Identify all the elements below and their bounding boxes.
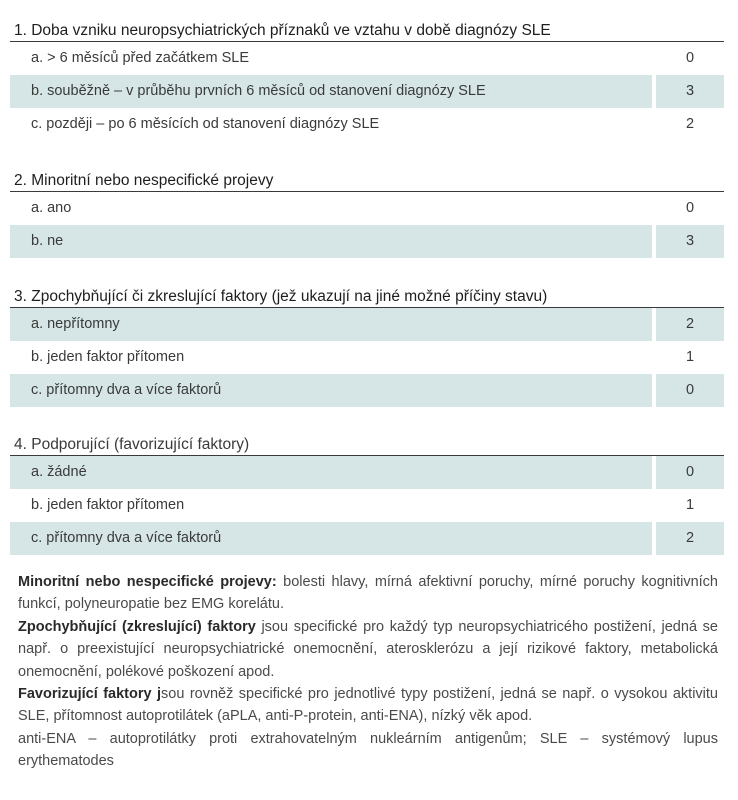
row-label: a. nepřítomny: [10, 308, 652, 341]
row-score: 1: [685, 349, 695, 365]
footnote-abbreviations: [18, 728, 718, 773]
row-score: 3: [656, 75, 724, 108]
table-row: [10, 108, 724, 141]
footnote-favoring: [18, 683, 718, 728]
row-label: a. ano: [31, 200, 72, 216]
row-label: c. přítomny dva a více faktorů: [10, 522, 652, 555]
row-label: b. jeden faktor přítomen: [31, 497, 185, 513]
section-onset-timing: [10, 16, 724, 141]
footnote-term: Favorizující faktory j: [18, 686, 162, 703]
row-score: 2: [656, 308, 724, 341]
row-label: c. přítomny dva a více faktorů: [10, 374, 652, 407]
table-row: [10, 192, 724, 225]
row-score: 2: [656, 522, 724, 555]
section-minor-symptoms: [10, 166, 724, 258]
section-favoring-factors: [10, 430, 724, 555]
footnote-term: Minoritní nebo nespecifické projevy:: [18, 574, 277, 590]
section-title: 1. Doba vzniku neuropsychiatrických příznaků ve vztahu v době diagnózy SLE: [10, 16, 724, 42]
table-row: [10, 75, 724, 108]
row-score: 0: [685, 50, 695, 66]
row-score: 0: [685, 200, 695, 216]
row-label: a. žádné: [10, 456, 652, 489]
table-footnotes: [18, 571, 718, 773]
row-score: 1: [685, 497, 695, 513]
row-score: 0: [656, 374, 724, 407]
footnote-text: jsou specifické pro každý typ neuropsychiatricého postižení, jedná se např. o preexistující neuropsychiatrické onemocnění, aterosklerózu a její rizikové faktory, metabolická onemocnění, polékové poškození apod.: [18, 618, 719, 680]
row-score: 2: [685, 116, 695, 132]
footnote-confounding: [18, 616, 718, 683]
footnote-text: bolesti hlavy, mírná afektivní poruchy, mírné poruchy kognitivních funkcí, polyneuropatie bez EMG korelátu.: [18, 574, 718, 613]
table-row: [10, 522, 724, 555]
section-confounding-factors: [10, 282, 724, 407]
section-title: 4. Podporující (favorizující faktory): [10, 430, 724, 456]
table-row: [10, 42, 724, 75]
section-title: 2. Minoritní nebo nespecifické projevy: [10, 166, 724, 192]
row-label: a. > 6 měsíců před začátkem SLE: [31, 50, 250, 66]
footnote-text: anti-ENA – autoprotilátky proti extrahovatelným nukleárním antigenům; SLE – systémový lupus erythematodes: [18, 730, 718, 770]
table-row: [10, 308, 724, 341]
section-title: 3. Zpochybňující či zkreslující faktory (jež ukazují na jiné možné příčiny stavu): [10, 282, 724, 308]
table-row: [10, 341, 724, 374]
table-row: [10, 374, 724, 407]
table-row: [10, 456, 724, 489]
row-score: 3: [656, 225, 724, 258]
row-label: b. ne: [10, 225, 652, 258]
row-score: 0: [656, 456, 724, 489]
row-label: b. jeden faktor přítomen: [31, 349, 185, 365]
footnote-term: Zpochybňující (zkreslující) faktory: [18, 618, 256, 635]
footnote-text: sou rovněž specifické pro jednotlivé typy postižení, jedná se např. o vysokou aktivitu SLE, přítomnost autoprotilátek (aPLA, anti-P-protein, anti-ENA), nízký věk apod.: [18, 686, 718, 725]
table-row: [10, 489, 724, 522]
row-label: c. později – po 6 měsících od stanovení diagnózy SLE: [31, 116, 380, 132]
table-row: [10, 225, 724, 258]
row-label: b. souběžně – v průběhu prvních 6 měsíců od stanovení diagnózy SLE: [10, 75, 652, 108]
footnote-minor: [18, 571, 718, 616]
